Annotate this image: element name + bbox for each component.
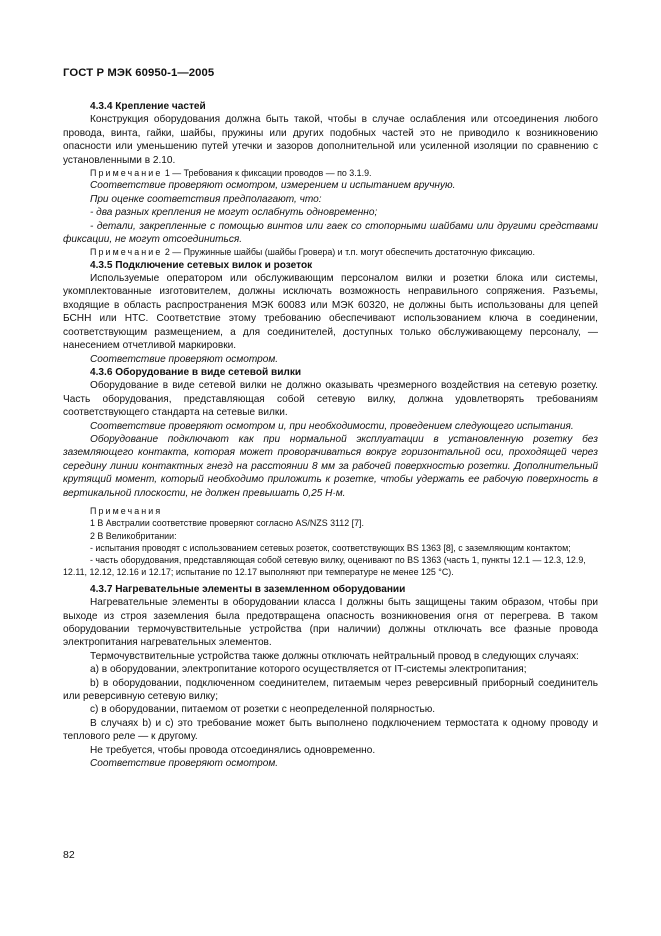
list-item: b) в оборудовании, подключенном соединителем, питаемым через реверсивный приборный соединитель или реверсивную сетевую вилку; (63, 677, 598, 702)
list-item: - два разных крепления не могут ослабнуть одновременно; (90, 207, 378, 219)
note-text: 2 — Пружинные шайбы (шайбы Гровера) и т.п. могут обеспечить достаточную фиксацию. (162, 247, 535, 258)
compliance-text: Соответствие проверяют осмотром, измерением и испытанием вручную. (90, 180, 456, 192)
paragraph: Не требуется, чтобы провода отсоединялись одновременно. (90, 744, 376, 756)
notes-block (63, 505, 598, 579)
paragraph: Нагревательные элементы в оборудовании класса I должны быть защищены таким образом, чтобы при выходе из строя заземления была предотвращена опасность возникновения огня от перегрева. В таком оборудовании термочувствительные устройства (при наличии) должны отключать все фазные провода электропитания нагревательных элементов. (63, 597, 598, 649)
note-label: Примечание (90, 247, 163, 258)
document-body (63, 100, 598, 770)
section-heading-4-3-5: 4.3.5 Подключение сетевых вилок и розеток (90, 259, 313, 271)
section-heading-4-3-7: 4.3.7 Нагревательные элементы в заземленном оборудовании (90, 583, 406, 595)
section-heading-4-3-6: 4.3.6 Оборудование в виде сетевой вилки (90, 366, 302, 378)
note: - испытания проводят с использованием сетевых розеток, соответствующих BS 1363 [8], с заземляющим контактом; (90, 542, 571, 553)
paragraph: Оборудование в виде сетевой вилки не должно оказывать чрезмерного воздействия на сетевую розетку. Часть оборудования, представляющая собой сетевую вилку, должна удовлетворять требованиям соответствующего стандарта на сетевые вилки. (63, 380, 598, 419)
compliance-text: Соответствие проверяют осмотром. (90, 758, 279, 770)
page-number: 82 (63, 849, 75, 861)
compliance-text: Соответствие проверяют осмотром. (90, 353, 279, 365)
note-label: Примечание (90, 168, 163, 179)
note (63, 167, 598, 179)
paragraph: Конструкция оборудования должна быть такой, чтобы в случае ослабления или отсоединения любого провода, винта, гайки, шайбы, пружины или других подобных частей это не приводило к возникновению опасности или уменьшению путей утечки и зазоров дополнительной или усиленной изоляции по сравнению с установленными в 2.10. (63, 114, 598, 166)
test-description: Оборудование подключают как при нормальной эксплуатации в установленную розетку без заземляющего контакта, которая может проворачиваться вокруг горизонтальной оси, проходящей через середину линии контактных гнезд на расстоянии 8 мм за рабочей поверхностью розетки. Дополнительный крутящий момент, который необходимо приложить к розетке, чтобы удержать ее рабочую поверхность в вертикальной плоскости, не должен превышать 0,25 Н·м. (63, 433, 598, 499)
paragraph: Используемые оператором или обслуживающим персоналом вилки и розетки блока или системы, укомплектованные изготовителем, должны исключать возможность неправильного сопряжения. Разъемы, входящие в область распространения МЭК 60083 или МЭК 60320, не должны быть использованы для цепей БСНН или НТС. Соответствие этому требованию обеспечивают использованием ключа в соединении, соответствующим размещением, а для соединителей, доступных только обслуживающему персоналу, — нанесением отчетливой маркировки. (63, 273, 598, 352)
note: 2 В Великобритании: (90, 530, 177, 541)
notes-label: Примечания (90, 505, 163, 516)
paragraph: Термочувствительные устройства также должны отключать нейтральный провод в следующих случаях: (90, 650, 579, 662)
list-item: - детали, закрепленные с помощью винтов или гаек со стопорными шайбами или другими средствами фиксации, не могут отсоединиться. (63, 220, 598, 245)
note (63, 246, 598, 258)
note-text: 1 — Требования к фиксации проводов — по 3.1.9. (162, 168, 372, 179)
paragraph: При оценке соответствия предполагают, что: (90, 193, 322, 205)
document-header: ГОСТ Р МЭК 60950-1—2005 (63, 67, 215, 79)
note: - часть оборудования, представляющая собой сетевую вилку, оценивают по BS 1363 (часть 1, пункты 12.1 — 12.3, 12.9, 12.11, 12.12, 12.16 и 12.17; испытание по 12.17 выполняют при температуре не менее 125 °С). (63, 555, 586, 578)
note: 1 В Австралии соответствие проверяют согласно AS/NZS 3112 [7]. (90, 518, 364, 529)
section-heading-4-3-4: 4.3.4 Крепление частей (90, 101, 206, 112)
list-item: a) в оборудовании, электропитание которого осуществляется от IT-системы электропитания; (90, 664, 527, 676)
compliance-text: Соответствие проверяют осмотром и, при необходимости, проведением следующего испытания. (90, 420, 574, 432)
paragraph: В случаях b) и c) это требование может быть выполнено подключением термостата к одному проводу и теплового реле — к другому. (63, 717, 598, 743)
list-item: c) в оборудовании, питаемом от розетки с неопределенной полярностью. (90, 704, 436, 716)
